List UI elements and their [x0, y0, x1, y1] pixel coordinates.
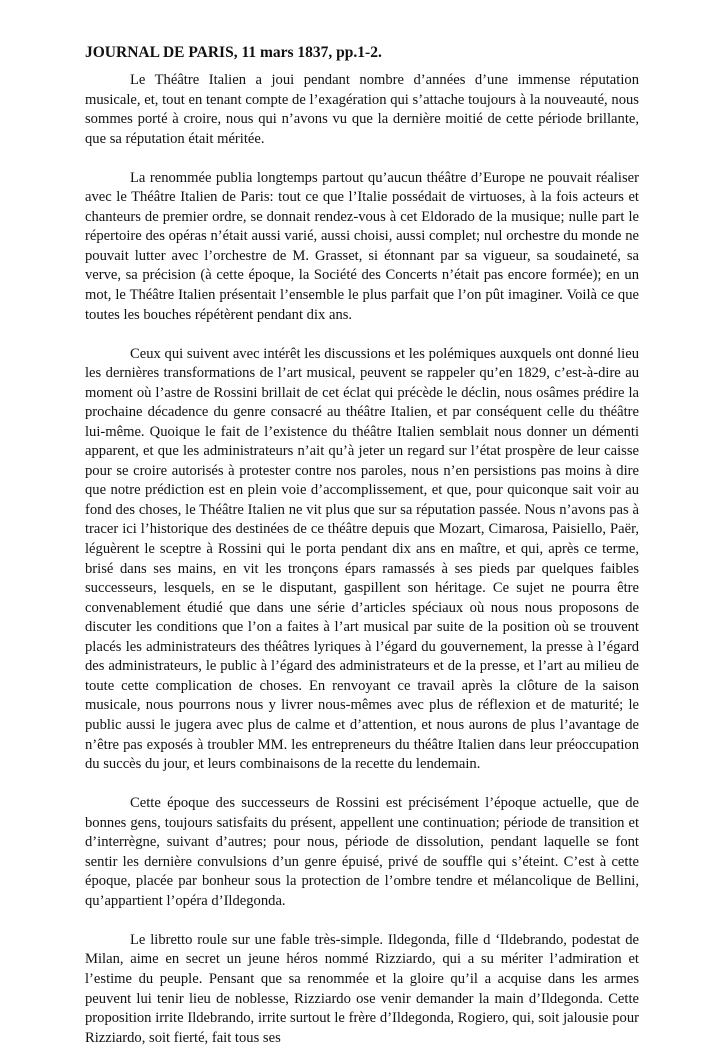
paragraph-1: Le Théâtre Italien a joui pendant nombre d’années d’une immense réputation musicale, et, tout en tenant compte de l’exagération qui s’attache toujours à la nouveauté, nous sommes porté à croire, nous qui n’avons vu que la dernière moitié de cette période brillante, que sa réputation était méritée.: [85, 72, 639, 147]
document-body: [85, 71, 639, 1048]
paragraph-5: Le libretto roule sur une fable très-simple. Ildegonda, fille d ‘Ildebrando, podestat de Milan, aime en secret un jeune héros nommé Rizziardo, qui a su mériter l’admiration et l’estime du peuple. Pensant que sa renommée et la gloire qu’il a acquise dans les armes peuvent lui tenir lieu de noblesse, Rizziardo ose venir demander la main d’Ildegonda. Cette proposition irrite Ildebrando, irrite surtout le frère d’Ildegonda, Rogiero, qui, soit jalousie pour Rizziardo, soit fierté, fait tous ses: [85, 931, 639, 1046]
document-title: JOURNAL DE PARIS, 11 mars 1837, pp.1-2.: [85, 44, 382, 61]
paragraph-2: La renommée publia longtemps partout qu’aucun théâtre d’Europe ne pouvait réaliser avec le Théâtre Italien de Paris: tout ce que l’Italie possédait de virtuoses, à la fois acteurs et chanteurs de premier ordre, se donnait rendez-vous à cet Eldorado de la musique; nulle part le répertoire des opéras n’était aussi varié, aussi choisi, aussi complet; nul orchestre du monde ne pouvait lutter avec l’orchestre de M. Grasset, si étonnant par sa vigueur, sa soudaineté, sa verve, sa précision (à cette époque, la Société des Concerts n’était pas encore formée); en un mot, le Théâtre Italien présentait l’ensemble le plus parfait que l’on pût imaginer. Voilà ce que toutes les bouches répétèrent pendant dix ans.: [85, 169, 639, 323]
paragraph-4: Cette époque des successeurs de Rossini est précisément l’époque actuelle, que de bonnes gens, toujours satisfaits du présent, appellent une continuation; période de transition et d’interrègne, suivant d’autres; pour nous, période de dissolution, pendant laquelle se font sentir les dernière convulsions d’un genre épuisé, privé de souffle qui s’éteint. C’est à cette époque, placée par bonheur sous la protection de l’ombre tendre et mélancolique de Bellini, qu’appartient l’opéra d’Ildegonda.: [85, 795, 639, 909]
paragraph-3: Ceux qui suivent avec intérêt les discussions et les polémiques auxquels ont donné lieu les dernières transformations de l’art musical, peuvent se rappeler qu’en 1829, c’est-à-dire au moment où l’astre de Rossini brillait de cet éclat qui précède le déclin, nous osâmes prédire la prochaine décadence du genre consacré au théâtre Italien, et par conséquent celle du théâtre lui-même. Quoique le fait de l’existence du théâtre Italien semblait nous donner un démenti apparent, et que les administrateurs n’ait qu’à jeter un regard sur l’état prospère de leur caisse pour se croire autorisés à protester contre nos paroles, nous n’en persistions pas moins à dire que notre prédiction est en plein voie d’accomplissement, et que, pour quiconque sait voir au fond des choses, le Théâtre Italien ne vit plus que sur sa réputation passée. Nous n’avons pas à tracer ici l’historique des destinées de ce théâtre depuis que Mozart, Cimarosa, Paisiello, Paër, léguèrent le sceptre à Rossini qui le porta pendant dix ans en maître, et qui, après ce terme, brisé dans ses mains, en vit les tronçons épars ramassés à ses pieds par quelques faibles successeurs, lesquels, en se le disputant, gaspillent son héritage. Ce sujet ne pourra être convenablement étudié que dans une série d’articles spéciaux où nous nous proposons de discuter les conditions que l’on a faites à l’art musical par suite de la position où se trouvent placés les administrateurs des théâtres lyriques à l’égard du gouvernement, la presse à l’égard des administrateurs, le public à l’égard des administrateurs et de la presse, et l’art au milieu de toute cette complication de choses. En renvoyant ce travail après la clôture de la saison musicale, nous pourrons nous y livrer nous-mêmes avec plus de réflexion et de maturité; le public aussi le jugera avec plus de calme et d’attention, et nous aurons de plus l’avantage de n’être pas exposés à troubler MM. les entrepreneurs du théâtre Italien dans leur préoccupation du succès du jour, et leurs combinaisons de la recette du lendemain.: [85, 345, 639, 773]
